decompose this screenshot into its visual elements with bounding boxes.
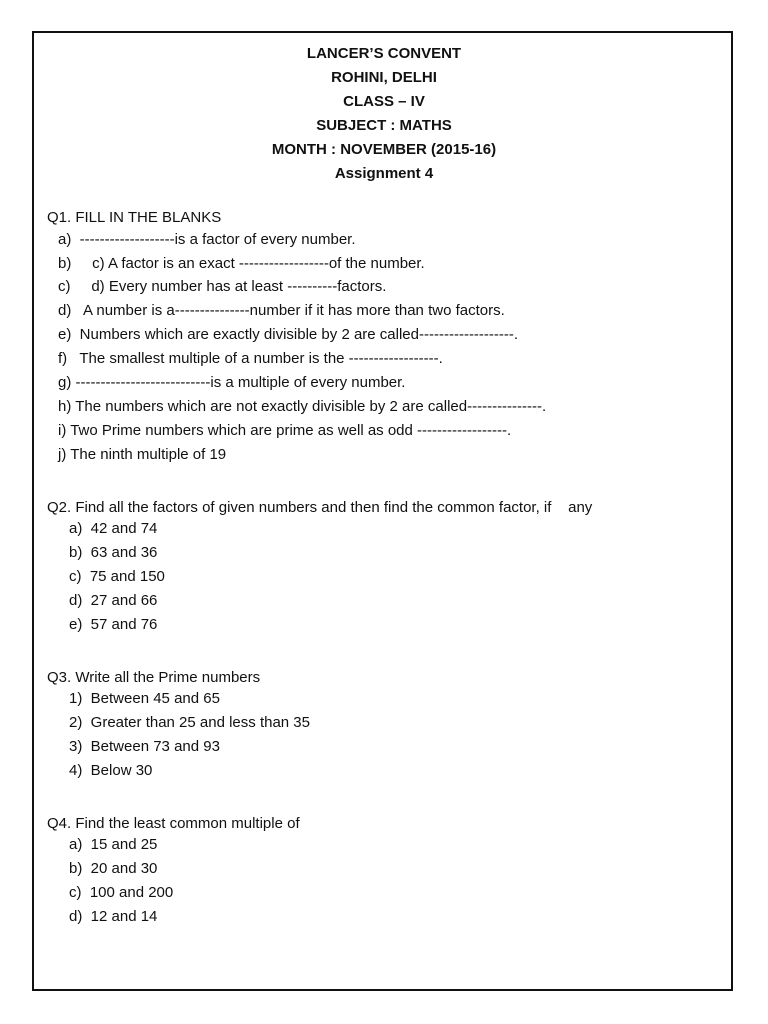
q1-item-i: i) Two Prime numbers which are prime as well as odd ------------------. bbox=[58, 422, 512, 439]
q1-item-g: g) ---------------------------is a multiple of every number. bbox=[58, 374, 406, 391]
q4-item-d: d) 12 and 14 bbox=[69, 908, 158, 925]
q4-item-c: c) 100 and 200 bbox=[69, 884, 174, 901]
q2-item-d: d) 27 and 66 bbox=[69, 592, 158, 609]
q1-item-a: a) -------------------is a factor of every number. bbox=[58, 231, 356, 248]
q3-item-1: 1) Between 45 and 65 bbox=[69, 690, 220, 707]
q3-item-2: 2) Greater than 25 and less than 35 bbox=[69, 714, 310, 731]
school-location: ROHINI, DELHI bbox=[331, 69, 437, 86]
q1-item-f: f) The smallest multiple of a number is the ------------------. bbox=[58, 350, 443, 367]
q1-item-h: h) The numbers which are not exactly divisible by 2 are called---------------. bbox=[58, 398, 547, 415]
month-label: MONTH : NOVEMBER (2015-16) bbox=[271, 141, 497, 158]
question-1-title: Q1. FILL IN THE BLANKS bbox=[47, 209, 222, 226]
q1-item-c: c) d) Every number has at least ----------factors. bbox=[58, 278, 387, 295]
subject-label: SUBJECT : MATHS bbox=[316, 117, 452, 134]
school-name: LANCER’S CONVENT bbox=[306, 45, 462, 62]
question-3-title: Q3. Write all the Prime numbers bbox=[47, 669, 261, 686]
question-4-title: Q4. Find the least common multiple of bbox=[47, 815, 300, 832]
q2-item-b: b) 63 and 36 bbox=[69, 544, 158, 561]
class-label: CLASS – IV bbox=[343, 93, 425, 110]
q1-item-b: b) c) A factor is an exact ------------------of the number. bbox=[58, 255, 425, 272]
q4-item-a: a) 15 and 25 bbox=[69, 836, 158, 853]
q3-item-3: 3) Between 73 and 93 bbox=[69, 738, 220, 755]
q1-item-d: d) A number is a---------------number if it has more than two factors. bbox=[58, 302, 505, 319]
q1-item-e: e) Numbers which are exactly divisible by 2 are called-------------------. bbox=[58, 326, 519, 343]
q4-item-b: b) 20 and 30 bbox=[69, 860, 158, 877]
q3-item-4: 4) Below 30 bbox=[69, 762, 153, 779]
q2-item-e: e) 57 and 76 bbox=[69, 616, 158, 633]
q1-item-j: j) The ninth multiple of 19 bbox=[58, 446, 227, 463]
assignment-title: Assignment 4 bbox=[334, 165, 434, 182]
question-2-title: Q2. Find all the factors of given numbers and then find the common factor, if any bbox=[47, 499, 593, 516]
q2-item-a: a) 42 and 74 bbox=[69, 520, 158, 537]
q2-item-c: c) 75 and 150 bbox=[69, 568, 165, 585]
